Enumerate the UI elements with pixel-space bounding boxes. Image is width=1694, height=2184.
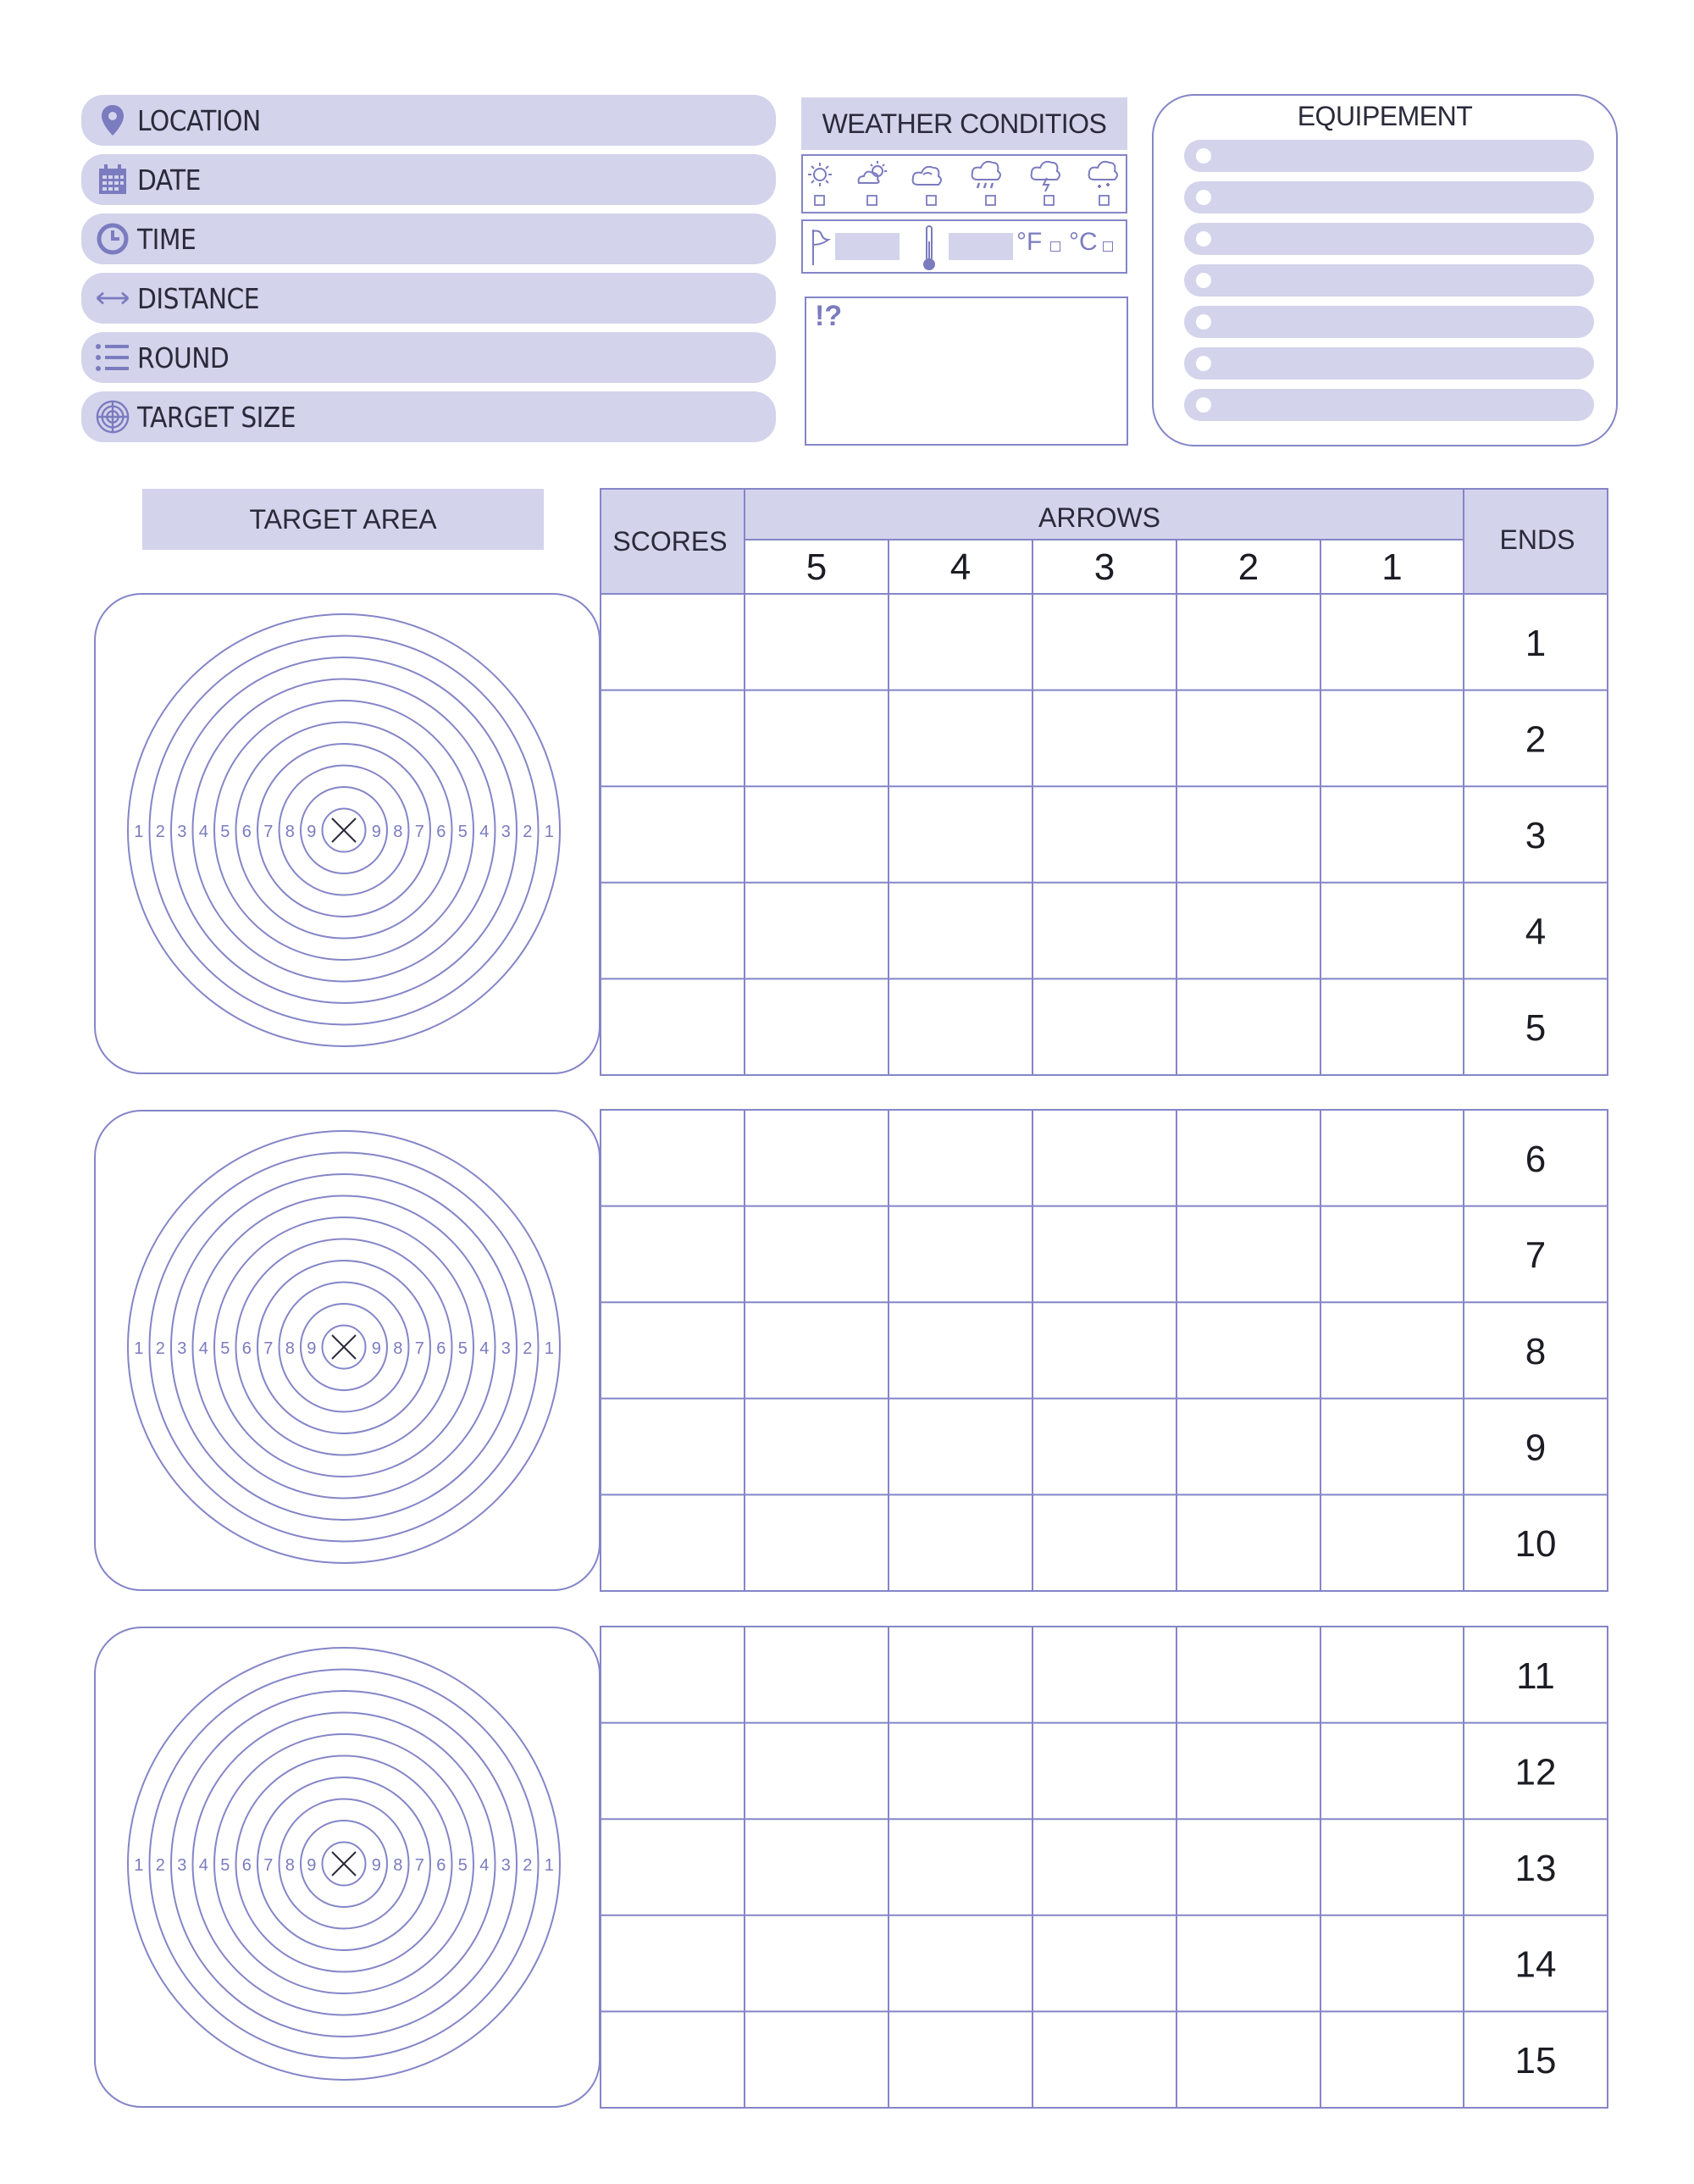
arrow-score-cell[interactable]	[746, 788, 887, 881]
arrow-column-label: 2	[1237, 546, 1259, 588]
end-score-cell[interactable]	[602, 1400, 743, 1494]
arrow-score-cell[interactable]	[746, 1496, 887, 1589]
arrow-score-cell[interactable]	[1178, 692, 1319, 785]
arrow-score-cell[interactable]	[890, 884, 1031, 978]
arrow-score-cell[interactable]	[1034, 884, 1175, 978]
arrow-score-cell[interactable]	[746, 884, 887, 978]
notes-alert-icon: !?	[815, 300, 843, 332]
arrow-score-cell[interactable]	[1322, 596, 1462, 689]
arrow-score-cell[interactable]	[1034, 1725, 1175, 1818]
arrow-score-cell[interactable]	[1322, 1208, 1462, 1301]
end-number-label: 4	[1525, 911, 1547, 953]
ring-number-label: 4	[198, 1339, 208, 1358]
ring-number-label: 8	[285, 1339, 295, 1358]
arrow-score-cell[interactable]	[1178, 1496, 1319, 1589]
end-score-cell[interactable]	[602, 1821, 743, 1914]
arrow-score-cell[interactable]	[1322, 1917, 1462, 2010]
ring-number-label: 2	[155, 1339, 165, 1358]
celsius-label: °C	[1069, 228, 1098, 256]
arrow-score-cell[interactable]	[890, 1821, 1031, 1914]
arrow-score-cell[interactable]	[1034, 1111, 1175, 1205]
end-number-label: 3	[1525, 815, 1547, 856]
end-number-label: 1	[1525, 622, 1547, 664]
end-number-label: 9	[1525, 1427, 1547, 1469]
arrow-score-cell[interactable]	[746, 1111, 887, 1205]
arrow-score-cell[interactable]	[890, 788, 1031, 881]
end-number-label: 6	[1525, 1138, 1547, 1180]
end-number-label: 8	[1525, 1331, 1547, 1372]
arrow-score-cell[interactable]	[1034, 692, 1175, 785]
arrow-score-cell[interactable]	[746, 1400, 887, 1494]
arrow-score-cell[interactable]	[890, 1628, 1031, 1721]
ring-number-label: 6	[436, 823, 446, 841]
end-score-cell[interactable]	[602, 884, 743, 978]
end-number-label: 5	[1525, 1007, 1547, 1050]
arrow-score-cell[interactable]	[1322, 1304, 1462, 1397]
end-score-cell[interactable]	[602, 980, 743, 1073]
ring-number-label: 3	[177, 1856, 187, 1875]
end-score-cell[interactable]	[602, 1628, 743, 1721]
arrow-column-label: 3	[1093, 546, 1115, 588]
distance-label: DISTANCE	[137, 281, 260, 315]
end-score-cell[interactable]	[602, 1725, 743, 1818]
ring-number-label: 2	[155, 1856, 165, 1875]
ring-number-label: 7	[263, 823, 274, 841]
arrow-score-cell[interactable]	[890, 980, 1031, 1073]
arrow-score-cell[interactable]	[1322, 1111, 1462, 1205]
target-area-title: TARGET AREA	[142, 489, 544, 550]
ring-number-label: 6	[241, 1856, 252, 1875]
ring-number-label: 1	[544, 1339, 554, 1358]
end-number-label: 11	[1516, 1655, 1555, 1697]
arrow-score-cell[interactable]	[890, 596, 1031, 689]
arrow-column-label: 5	[805, 546, 828, 588]
ring-number-label: 6	[241, 1339, 252, 1358]
ring-number-label: 9	[371, 1339, 381, 1358]
time-label: TIME	[137, 222, 197, 256]
ring-number-label: 3	[501, 823, 511, 841]
arrow-score-cell[interactable]	[1322, 980, 1462, 1073]
arrow-score-cell[interactable]	[1322, 1496, 1462, 1589]
ring-number-label: 3	[177, 823, 187, 841]
scores-header: SCORES	[612, 526, 728, 557]
arrow-score-cell[interactable]	[890, 1496, 1031, 1589]
arrow-score-cell[interactable]	[1322, 1725, 1462, 1818]
ring-number-label: 3	[501, 1339, 511, 1358]
ends-header: ENDS	[1499, 524, 1575, 555]
ring-number-label: 6	[241, 823, 252, 841]
arrow-score-cell[interactable]	[1322, 884, 1462, 978]
arrow-score-cell[interactable]	[1034, 1496, 1175, 1589]
arrow-score-cell[interactable]	[746, 1628, 887, 1721]
ring-number-label: 5	[457, 823, 468, 841]
fahrenheit-label: °F	[1016, 228, 1043, 256]
arrow-score-cell[interactable]	[1178, 1628, 1319, 1721]
arrow-score-cell[interactable]	[1034, 1628, 1175, 1721]
arrow-score-cell[interactable]	[1322, 1400, 1462, 1494]
arrow-score-cell[interactable]	[1178, 1400, 1319, 1494]
end-score-cell[interactable]	[602, 596, 743, 689]
ring-number-label: 4	[479, 1339, 490, 1358]
ring-number-label: 3	[177, 1339, 187, 1358]
arrow-score-cell[interactable]	[746, 1821, 887, 1914]
arrow-score-cell[interactable]	[746, 980, 887, 1073]
arrow-score-cell[interactable]	[1178, 1725, 1319, 1818]
arrow-score-cell[interactable]	[1034, 788, 1175, 881]
end-score-cell[interactable]	[602, 1208, 743, 1301]
ring-number-label: 7	[414, 1856, 424, 1875]
end-score-cell[interactable]	[602, 692, 743, 785]
ring-number-label: 1	[134, 1339, 144, 1358]
target-size-label: TARGET SIZE	[137, 400, 296, 434]
arrow-score-cell[interactable]	[1034, 2013, 1175, 2106]
ring-number-label: 1	[544, 1856, 554, 1875]
ring-number-label: 7	[263, 1856, 274, 1875]
ring-number-label: 6	[436, 1339, 446, 1358]
arrow-score-cell[interactable]	[1178, 2013, 1319, 2106]
equipment-title: EQUIPEMENT	[1297, 101, 1473, 131]
arrow-score-cell[interactable]	[890, 692, 1031, 785]
end-number-label: 13	[1514, 1848, 1557, 1889]
ring-number-label: 8	[285, 1856, 295, 1875]
ring-number-label: 5	[457, 1856, 468, 1875]
arrow-score-cell[interactable]	[890, 1304, 1031, 1397]
arrow-score-cell[interactable]	[1034, 596, 1175, 689]
arrow-score-cell[interactable]	[1034, 1917, 1175, 2010]
ring-number-label: 3	[501, 1856, 511, 1875]
arrow-score-cell[interactable]	[890, 1111, 1031, 1205]
arrow-score-cell[interactable]	[890, 2013, 1031, 2106]
arrow-score-cell[interactable]	[746, 2013, 887, 2106]
ring-number-label: 1	[134, 823, 144, 841]
arrow-score-cell[interactable]	[746, 1208, 887, 1301]
arrow-score-cell[interactable]	[1322, 2013, 1462, 2106]
ring-number-label: 6	[436, 1856, 446, 1875]
arrow-score-cell[interactable]	[1322, 1628, 1462, 1721]
end-number-label: 2	[1525, 718, 1547, 761]
arrow-score-cell[interactable]	[1178, 1111, 1319, 1205]
ring-number-label: 2	[523, 1339, 533, 1358]
arrow-column-label: 1	[1381, 546, 1403, 588]
arrow-score-cell[interactable]	[1178, 980, 1319, 1073]
end-number-label: 7	[1525, 1234, 1547, 1277]
end-score-cell[interactable]	[602, 1304, 743, 1397]
location-label: LOCATION	[137, 103, 261, 137]
ring-number-label: 7	[414, 823, 424, 841]
ring-number-label: 5	[220, 1856, 230, 1875]
ring-number-label: 5	[457, 1339, 468, 1358]
arrow-score-cell[interactable]	[1178, 788, 1319, 881]
end-number-label: 12	[1514, 1751, 1557, 1793]
arrow-score-cell[interactable]	[1178, 1208, 1319, 1301]
arrow-score-cell[interactable]	[890, 1400, 1031, 1494]
arrow-score-cell[interactable]	[1322, 692, 1462, 785]
end-score-cell[interactable]	[602, 1111, 743, 1205]
weather-title: WEATHER CONDITIOS	[801, 97, 1127, 150]
arrow-score-cell[interactable]	[746, 1304, 887, 1397]
ring-number-label: 4	[198, 1856, 208, 1875]
arrow-score-cell[interactable]	[1178, 596, 1319, 689]
end-score-cell[interactable]	[602, 1917, 743, 2010]
arrow-score-cell[interactable]	[1178, 1821, 1319, 1914]
ring-number-label: 2	[523, 823, 533, 841]
arrow-score-cell[interactable]	[1034, 1304, 1175, 1397]
ring-number-label: 8	[393, 1856, 403, 1875]
ring-number-label: 4	[198, 823, 208, 841]
arrow-score-cell[interactable]	[890, 1917, 1031, 2010]
ring-number-label: 8	[393, 1339, 403, 1358]
date-label: DATE	[137, 163, 201, 197]
ring-number-label: 9	[371, 1856, 381, 1875]
arrow-score-cell[interactable]	[1034, 980, 1175, 1073]
arrow-score-cell[interactable]	[1322, 1821, 1462, 1914]
ring-number-label: 8	[393, 823, 403, 841]
arrows-header: ARROWS	[1038, 502, 1160, 533]
ring-number-label: 5	[220, 823, 230, 841]
arrow-score-cell[interactable]	[746, 692, 887, 785]
ring-number-label: 7	[263, 1339, 274, 1358]
end-score-cell[interactable]	[602, 788, 743, 881]
arrow-score-cell[interactable]	[746, 1725, 887, 1818]
ring-number-label: 9	[307, 823, 317, 841]
ring-number-label: 8	[285, 823, 295, 841]
ring-number-label: 9	[307, 1339, 317, 1358]
arrow-score-cell[interactable]	[1322, 788, 1462, 881]
ring-number-label: 2	[155, 823, 165, 841]
round-label: ROUND	[137, 341, 230, 374]
ring-number-label: 1	[134, 1856, 144, 1875]
ring-number-label: 2	[523, 1856, 533, 1875]
arrow-score-cell[interactable]	[890, 1208, 1031, 1301]
arrow-column-label: 4	[949, 546, 972, 588]
arrow-score-cell[interactable]	[1178, 1304, 1319, 1397]
arrow-score-cell[interactable]	[1178, 1917, 1319, 2010]
arrow-score-cell[interactable]	[746, 596, 887, 689]
ring-number-label: 9	[371, 823, 381, 841]
arrow-score-cell[interactable]	[1034, 1208, 1175, 1301]
arrow-score-cell[interactable]	[890, 1725, 1031, 1818]
end-number-label: 15	[1514, 2040, 1557, 2082]
ring-number-label: 1	[544, 823, 554, 841]
ring-number-label: 9	[307, 1856, 317, 1875]
end-number-label: 10	[1514, 1523, 1557, 1566]
arrow-score-cell[interactable]	[746, 1917, 887, 2010]
ring-number-label: 7	[414, 1339, 424, 1358]
arrow-score-cell[interactable]	[1178, 884, 1319, 978]
end-score-cell[interactable]	[602, 2013, 743, 2106]
ring-number-label: 4	[479, 1856, 490, 1875]
end-score-cell[interactable]	[602, 1496, 743, 1589]
ring-number-label: 5	[220, 1339, 230, 1358]
end-number-label: 14	[1514, 1943, 1557, 1986]
arrow-score-cell[interactable]	[1034, 1821, 1175, 1914]
ring-number-label: 4	[479, 823, 490, 841]
arrow-score-cell[interactable]	[1034, 1400, 1175, 1494]
